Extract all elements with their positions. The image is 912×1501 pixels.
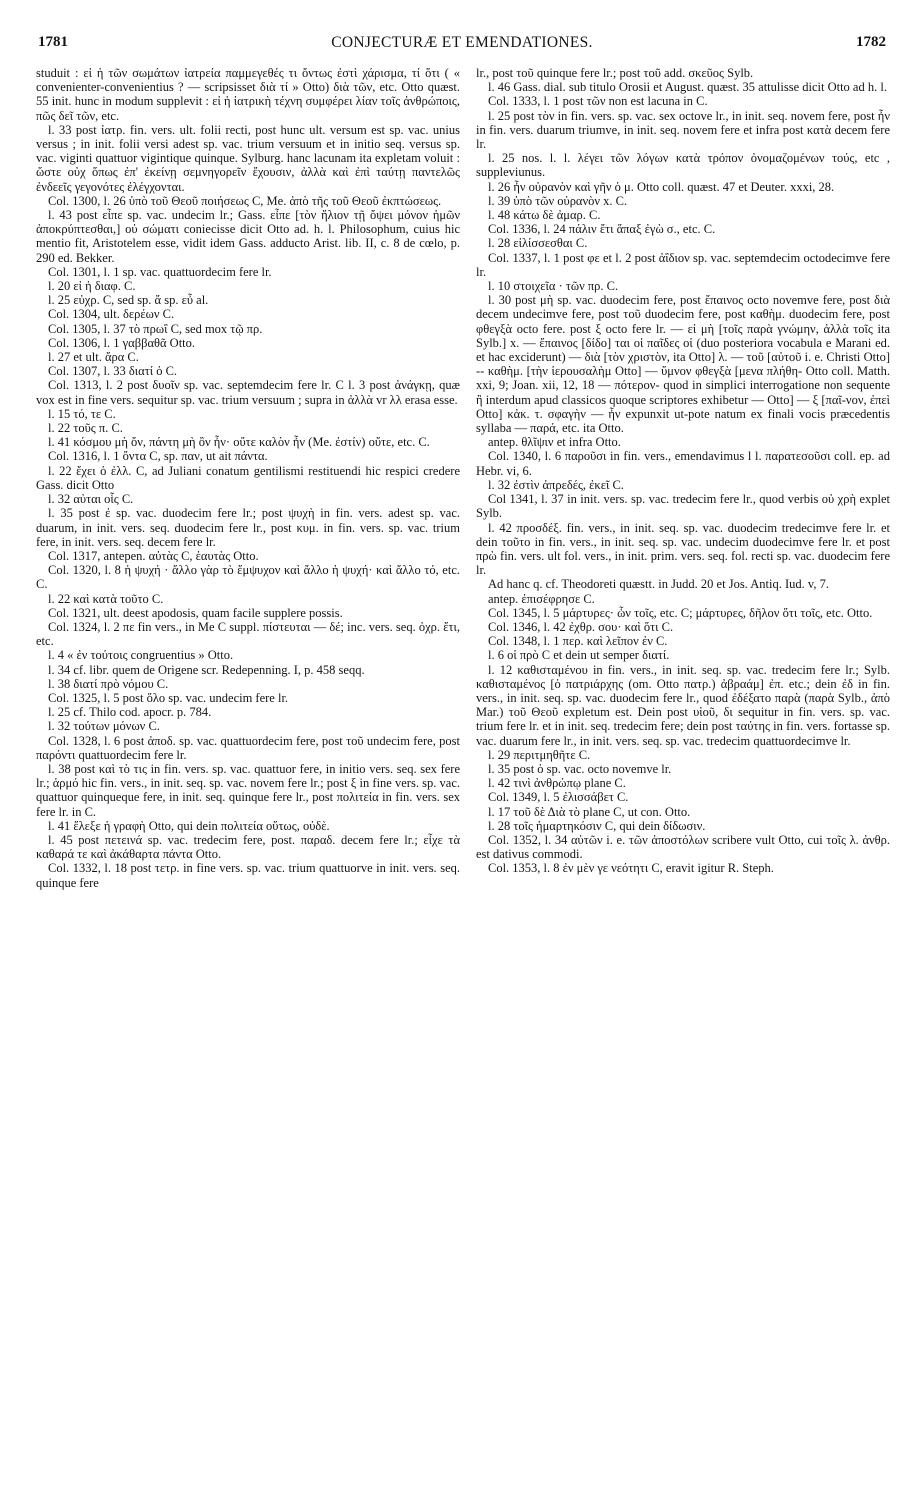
note-entry: Col. 1340, l. 6 παροῦσι in fin. vers., emendavimus l l. παρατεσοῦσι coll. ep. ad Hebr. vi, 6. <box>476 449 890 478</box>
note-entry: l. 17 τοῦ δὲ Διὰ τὸ plane C, ut con. Otto. <box>488 804 691 819</box>
note-entry: l. 38 διατί πρὸ νόμου C. <box>48 676 169 691</box>
page-number-right: 1782 <box>856 34 886 50</box>
note-entry: l. 25 cf. Thilo cod. apocr. p. 784. <box>48 705 212 720</box>
note-entry: l. 32 αὐται οἷς C. <box>48 492 134 507</box>
note-entry: Col. 1332, l. 18 post τετρ. in fine vers. sp. vac. trium quattuorve in init. vers. seq. quinque fere <box>36 861 460 890</box>
right-column <box>476 66 890 1496</box>
note-entry: l. 41 κόσμου μὴ ὄν, πάντη μὴ ὂν ἦν· οὔτε καλὸν ἦν (Me. ἐστίν) οὔτε, etc. C. <box>48 435 430 450</box>
note-entry: Col. 1320, l. 8 ἡ ψυχή · ἄλλο γὰρ τὸ ἔμψυχον καὶ ἄλλο ἡ ψυχή· καὶ ἄλλο τό, etc. C. <box>36 563 460 592</box>
note-entry: l. 39 ὑπὸ τῶν οὐρανὸν x. C. <box>488 193 628 208</box>
note-entry: l. 42 προσδέξ. fin. vers., in init. seq. sp. vac. duodecim tredecimve fere lr. et dein τοῦτο in fin. vers., in init. seq. sp. vac. undecim duodecimve fere lr. et post πρὼ fin. vers. ult fol. vers., in init. prim. vers. seq. fol. recti sp. vac. duodecim fere lr. <box>476 520 890 578</box>
note-entry: l. 22 τοῦς π. C. <box>48 421 123 436</box>
page-number-left: 1781 <box>38 34 68 50</box>
left-column <box>36 66 460 1496</box>
note-entry: l. 34 cf. libr. quem de Origene scr. Redepenning. I, p. 458 seqq. <box>48 662 365 677</box>
note-entry: l. 25 εὐχρ. C, sed sp. ἄ sp. εὖ al. <box>48 293 209 308</box>
note-entry: antep. θλῖψιν et infra Otto. <box>488 435 621 450</box>
note-entry: Col. 1336, l. 24 πάλιν ἔτι ἅπαξ ἐγὼ σ., etc. C. <box>488 222 716 237</box>
note-entry: Col. 1307, l. 33 διατί ὁ C. <box>48 364 178 379</box>
note-entry: Col. 1328, l. 6 post ἀποδ. sp. vac. quattuordecim fere, post τοῦ undecim fere, post παρόντι quattuordecim fere lr. <box>36 733 460 762</box>
note-entry: Col. 1345, l. 5 μάρτυρες· ὧν τοῖς, etc. C; μάρτυρες, δῆλον ὅτι τοῖς, etc. Otto. <box>488 605 873 620</box>
note-entry: l. 30 post μὴ sp. vac. duodecim fere, post ἔπαινος octo novemve fere, post διὰ decem undecimve fere, post τοῦ duodecim fere, post καθὴμ. duodecim fere, post φθεγξὰ octo fere. post ξ octo fere lr. — εἰ μὴ [τοῖς παρὰ γνώμην, ἀλλὰ τοῖς ita Sylb.] x. — ἔπαινος [δίδο] ται οἱ παῖδες οἱ (duo posteriora vocabula e Marani ed. et hac exciderunt) — διὰ [τὸν χριστὸν, ita Otto] λ. — τοῦ [αὐτοῦ i. e. Christi Otto] -- καθὴμ. [τὴν ἱερουσαλὴμ Otto] — ὕμνον φθεγξὰ [μενα πλήθη- Otto coll. Matth. xxi, 9; Joan. xii, 12, 18 — πότερον- quod in simplici interrogatione non sequente ἢ interdum apud classicos quoque scriptores exhibetur — Otto] — ξ [παῖ-νον, ἐπεὶ Otto] κἀκ. τ. σφαγὴν — ἦν expunxit ut-pote natum ex finali vocis præcedentis syllaba — παρά, etc. ita Otto. <box>476 293 890 436</box>
note-entry: l. 22 ἔχει ὁ ἐλλ. C, ad Juliani conatum gentilismi restituendi hic respici credere Gass. dicit Otto <box>36 463 460 492</box>
note-entry: Col. 1349, l. 5 ἐλισσάβετ C. <box>488 790 629 805</box>
note-entry: l. 25 post τὸν in fin. vers. sp. vac. sex octove lr., in init. seq. novem fere, post ἦν in fin. vers. duarum triumve, in init. seq. novem fere et infra post κατὰ decem fere lr. <box>476 108 890 152</box>
note-entry: l. 10 στοιχεῖα · τῶν πρ. C. <box>488 279 619 294</box>
note-entry: l. 43 post εἶπε sp. vac. undecim lr.; Gass. εἶπε [τὸν ἥλιον τῇ ὄψει μόνον ἡμῶν ἀποκρύπτεσθαι,] οὐ σώματι coniecisse dicit Otto ad. h. l. Philosophum, cuius hic mentio fit, Aristotelem esse, vidit idem Gass. adducto Arist. lib. II, c. 8 de cœlo, p. 290 ed. Bekker. <box>36 208 460 265</box>
note-entry: l. 4 « ἐν τούτοις congruentius » Otto. <box>48 648 234 663</box>
note-entry: Col. 1346, l. 42 ἐχθρ. σου· καὶ ὅτι C. <box>488 619 674 634</box>
note-entry: Ad hanc q. cf. Theodoreti quæstt. in Judd. 20 et Jos. Antiq. Iud. v, 7. <box>488 577 829 592</box>
note-entry: l. 35 post ἐ sp. vac. duodecim fere lr.; post ψυχὴ in fin. vers. adest sp. vac. duarum, in init. vers. seq. duodecim fere lr., post κυμ. in fin. vers. sp. vac. trium fere, in init. vers. seq. decem fere lr. <box>36 506 460 549</box>
note-entry: Col. 1305, l. 37 τὸ πρωΐ C, sed mox τῷ πρ. <box>48 321 263 336</box>
note-entry: l. 6 οἱ πρὸ C et dein ut semper διατί. <box>488 648 670 663</box>
running-header <box>38 32 886 56</box>
note-entry: Col. 1333, l. 1 post τῶν non est lacuna in C. <box>488 94 708 109</box>
note-entry: l. 22 καὶ κατὰ τοῦτο C. <box>48 591 164 606</box>
note-entry: l. 48 κάτω δὲ ἀμαρ. C. <box>488 208 601 223</box>
note-entry: l. 33 post ἰατρ. fin. vers. ult. folii recti, post hunc ult. versum est sp. vac. unius versus ; in init. folii versi adest sp. vac. trium versuum et in initio seq. versus sp. vac. viginti quattuor vigintique quinque. Sylburg. hanc lacunam ita expletam voluit : ὥστε οὐχ ὅπως ἐπ' ἐκείνῃ σεμνηγορεῖν ἔχουσιν, ἀλλὰ καὶ ἐπὶ ταύτῃ παντελῶς ἐνδεεῖς γεγονότες ἐλέγχονται. <box>36 122 460 194</box>
note-entry: l. 15 τό, τε C. <box>48 406 116 421</box>
note-entry: Col. 1316, l. 1 ὄντα C, sp. παν, ut ait πάντα. <box>48 449 268 464</box>
note-entry: l. 42 τινὶ ἀνθρώπῳ plane C. <box>488 776 626 791</box>
note-entry: l. 45 post πετεινά sp. vac. tredecim fere, post. παραδ. decem fere lr.; εἶχε τὰ καθαρά τε καὶ ἀκάθαρτα πάντα Otto. <box>36 832 460 862</box>
note-entry: Col. 1353, l. 8 ἐν μὲν γε νεότητι C, eravit igitur R. Steph. <box>488 861 774 876</box>
note-entry: l. 28 τοῖς ἡμαρτηκόσιν C, qui dein δίδωσιν. <box>488 818 706 833</box>
note-entry: l. 32 ἐστὶν ἀπρεδές, ἐκεῖ C. <box>488 477 624 492</box>
note-entry: antep. ἐπισέφρησε C. <box>488 591 595 606</box>
note-entry: l. 12 καθισταμένου in fin. vers., in init. seq. sp. vac. tredecim fere lr.; Sylb. καθισταμένος [ὁ πατριάρχης (om. Otto πατρ.) ἀβραάμ] ἐπ. etc.; dein ἐδ in fin. vers., in init. seq. sp. vac. duodecim fere lr., quod ἐδέξατο παρὰ (παρὰ Sylb., ἀπὸ Mar.) τοῦ Θεοῦ expletum est. Dein post υἱοῦ, δι sequitur in fin. vers. sp. vac. trium fere lr. et in init. seq. tredecim fere; dein post ταύτης in fin. vers. fortasse sp. vac. duarum fere lr., in init. vers. seq. sp. vac. tredecim quattuordecimve lr. <box>476 662 890 748</box>
note-entry: Col. 1321, ult. deest apodosis, quam facile supplere possis. <box>48 605 343 620</box>
note-entry: l. 41 ἔλεξε ἡ γραφὴ Otto, qui dein πολιτεία οὕτως, οὐδὲ. <box>48 818 330 833</box>
note-entry: Col 1341, l. 37 in init. vers. sp. vac. tredecim fere lr., quod verbis οὐ χρὴ explet Sylb. <box>476 492 890 521</box>
note-entry: Col. 1352, l. 34 αὐτῶν i. e. τῶν ἀποστόλων scribere vult Otto, cui τοῖς λ. ἀνθρ. est dativus commodi. <box>476 832 890 862</box>
note-entry: Col. 1337, l. 1 post φε et l. 2 post ἀΐδιον sp. vac. septemdecim octodecimve fere lr. <box>476 250 890 279</box>
note-entry: l. 20 εἰ ἡ διαφ. C. <box>48 279 136 294</box>
note-entry: Col. 1348, l. 1 περ. καὶ λεῖπον ἐν C. <box>488 634 668 649</box>
note-entry: Col. 1301, l. 1 sp. vac. quattuordecim fere lr. <box>48 264 272 279</box>
note-entry: l. 32 τούτων μόνων C. <box>48 719 160 734</box>
note-entry: l. 35 post ὁ sp. vac. octo novemve lr. <box>488 761 672 776</box>
note-entry: Col. 1325, l. 5 post ὅλο sp. vac. undecim fere lr. <box>48 690 289 705</box>
note-entry: Col. 1304, ult. δερέων C. <box>48 307 175 322</box>
running-title: CONJECTURÆ ET EMENDATIONES. <box>331 34 593 51</box>
note-entry: l. 29 περιτμηθῆτε C. <box>488 747 591 762</box>
note-entry: Col. 1306, l. 1 γαββαθᾶ Otto. <box>48 335 196 350</box>
note-entry: l. 25 nos. l. l. λέγει τῶν λόγων κατὰ τρόπον ὀνομαζομένων τούς, etc , suppleviunus. <box>476 151 890 180</box>
note-entry: Col. 1300, l. 26 ὑπὸ τοῦ Θεοῦ ποιήσεως C, Me. ἀπὸ τῆς τοῦ Θεοῦ ἐκπτώσεως. <box>48 193 442 208</box>
note-entry: l. 38 post καὶ τὸ τις in fin. vers. sp. vac. quattuor fere, in initio vers. seq. sex fere lr.; ἁρμό hic fin. vers., in init. seq. sp. vac. novem fere lr.; post ξ in fine vers. sp. vac. quattuor quinqueque fere, in init. seq. quinque fere lr., post πολιτεία in fin. vers. sex fere lr. in C. <box>36 761 460 819</box>
note-entry: l. 26 ἦν οὐρανὸν καὶ γῆν ὁ μ. Otto coll. quæst. 47 et Deuter. xxxi, 28. <box>488 179 835 194</box>
note-entry: Col. 1317, antepen. αὐτὰς C, ἑαυτὰς Otto. <box>48 548 259 563</box>
note-entry: studuit : εἰ ἡ τῶν σωμάτων ἰατρεία παμμεγεθές τι ὄντως ἐστὶ χάρισμα, τί ὅτι ( « convenienter-convenientius ? — scripsisset διὰ τί » Otto) διὰ τῶν, etc. Otto quæst. 55 init. hunc in modum supplevit : εἰ ἡ ἰατρικὴ τέχνη συμφέρει λίαν τοῖς ἀνθρώποις, πῶς δεῖ τῶν, etc. <box>36 66 460 123</box>
note-entry: Col. 1313, l. 2 post δυοῖν sp. vac. septemdecim fere lr. C l. 3 post ἀνάγκῃ, quæ vox est in fine vers. sequitur sp. vac. trium versuum ; supra in ἀλλὰ vr λλ erasa esse. <box>36 378 460 407</box>
note-entry: lr., post τοῦ quinque fere lr.; post τοῦ add. σκεῦος Sylb. <box>476 66 754 80</box>
note-entry: l. 27 et ult. ἄρα C. <box>48 350 139 365</box>
note-entry: l. 28 εἰλίσσεσθαι C. <box>488 236 588 251</box>
note-entry: Col. 1324, l. 2 πε fin vers., in Me C suppl. πίστευται — δέ; inc. vers. seq. ὀχρ. ἔτι, etc. <box>36 619 460 649</box>
note-entry: l. 46 Gass. dial. sub titulo Orosii et August. quæst. 35 attulisse dicit Otto ad h. l. <box>488 80 887 95</box>
